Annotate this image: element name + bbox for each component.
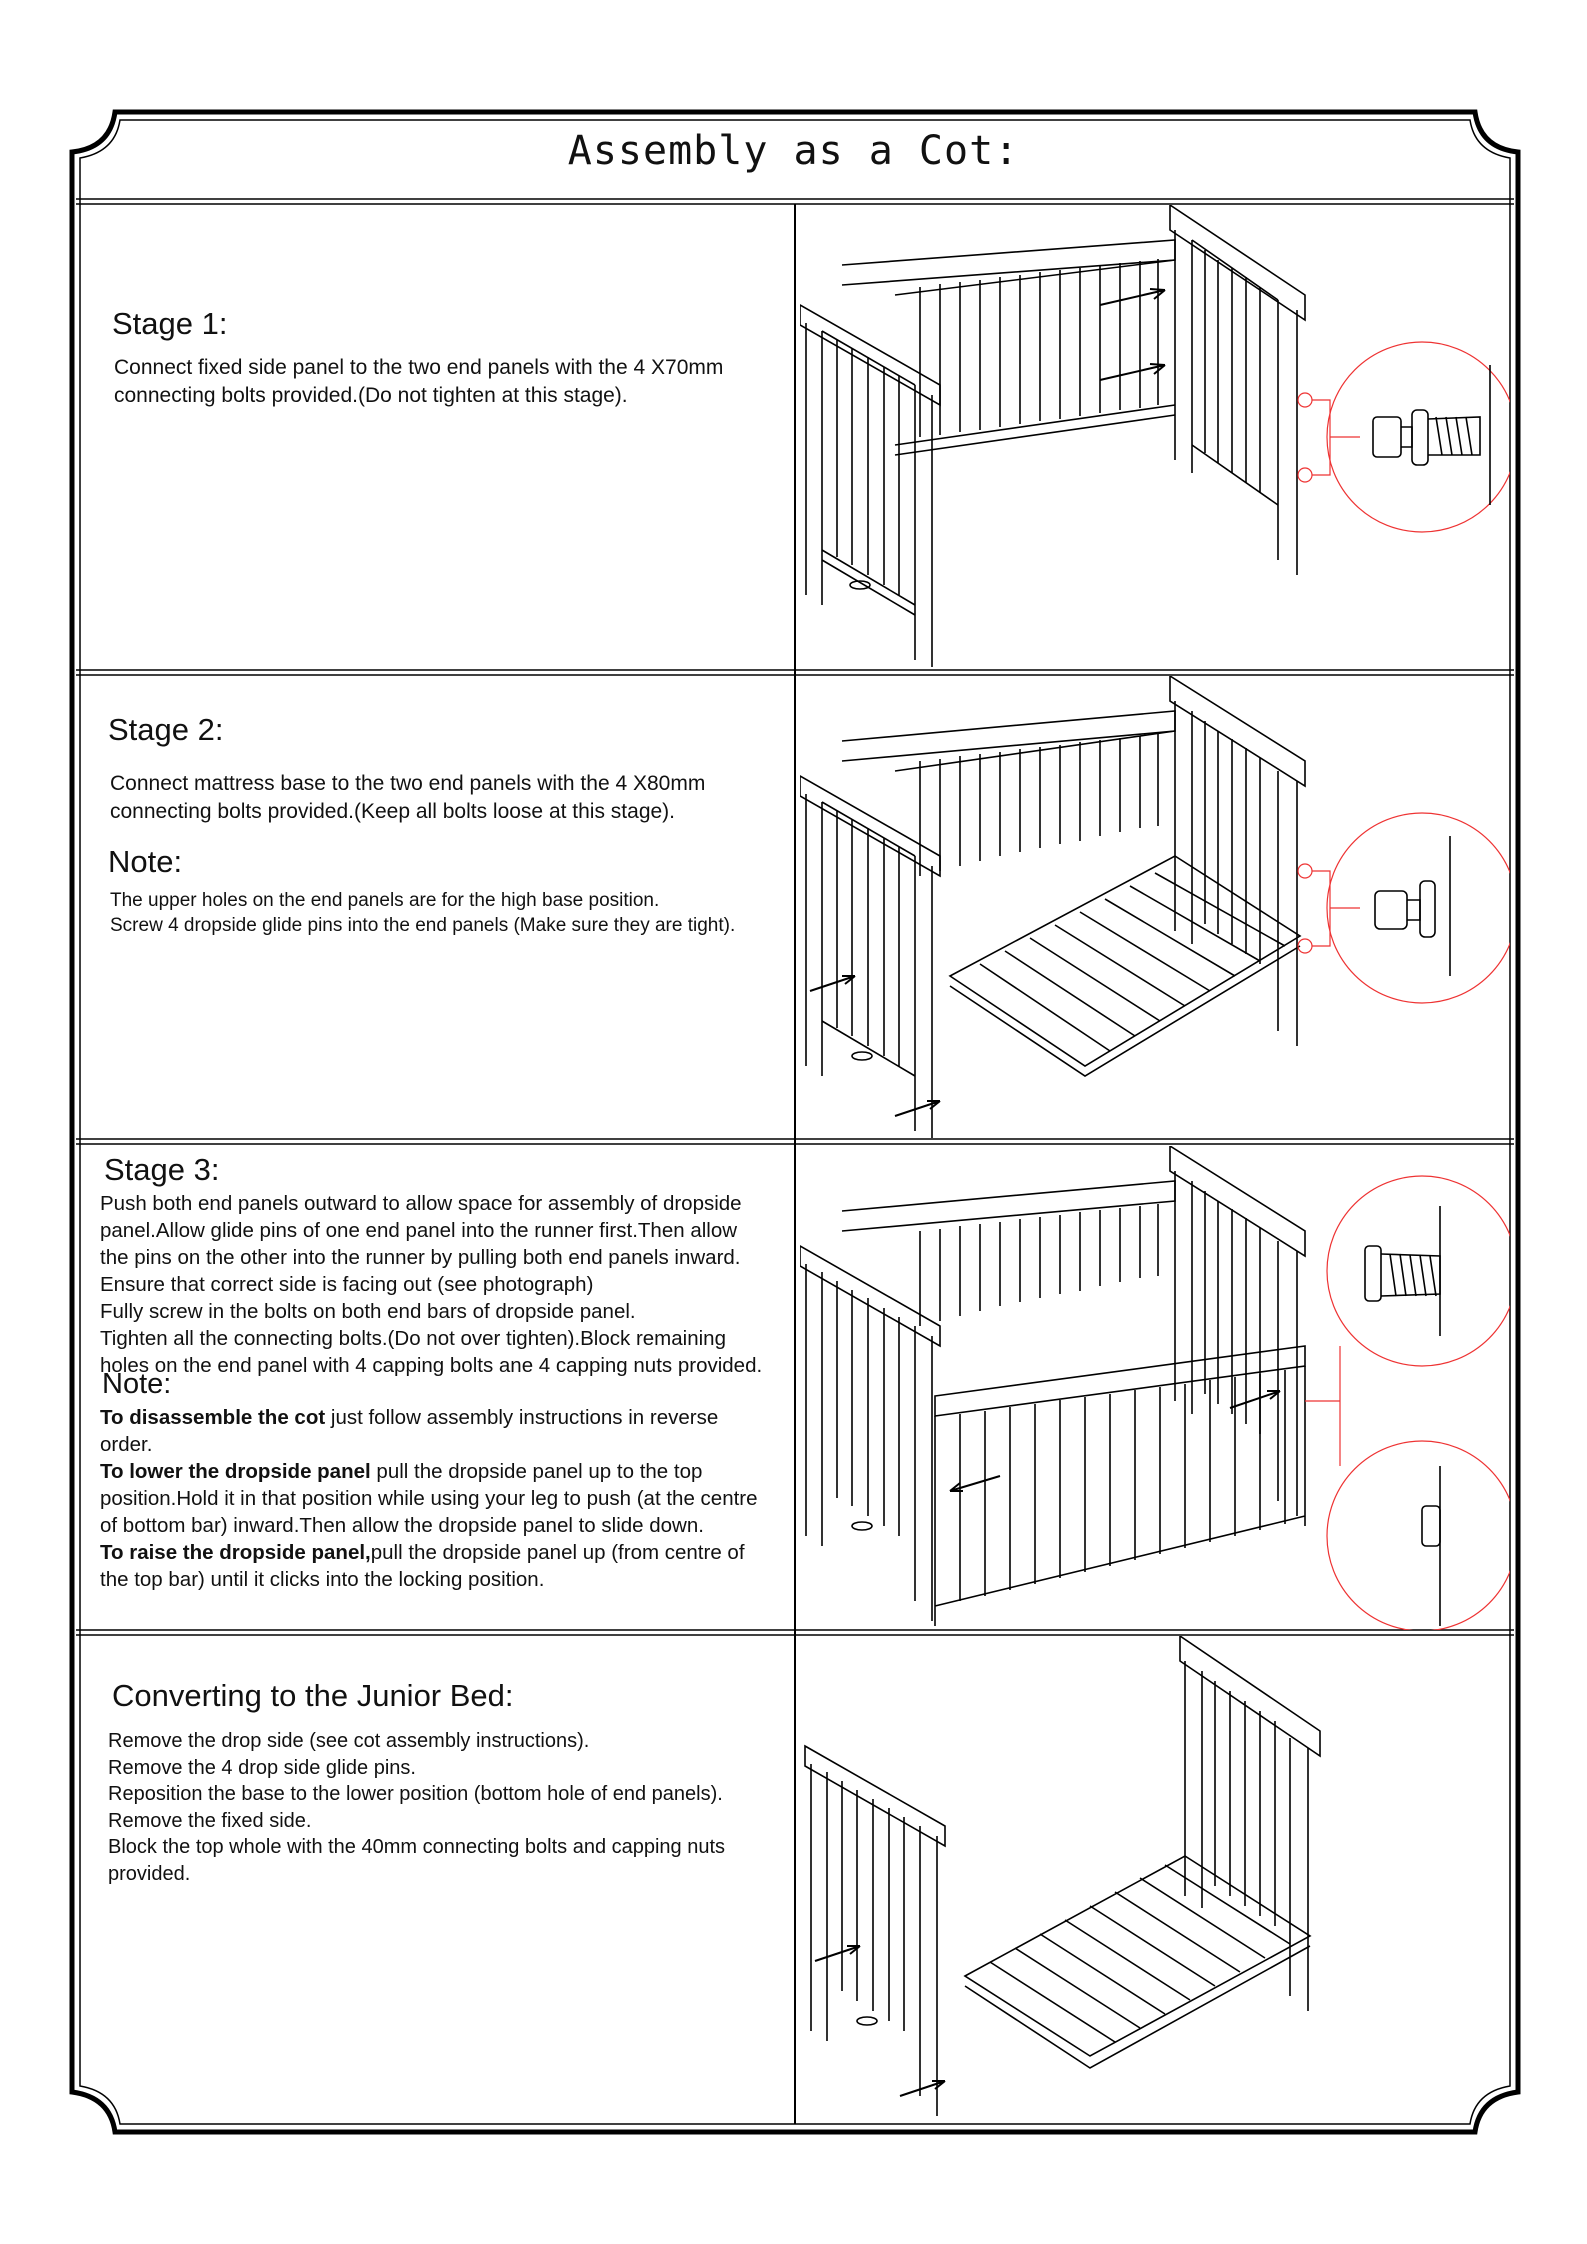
junior-line: Remove the drop side (see cot assembly instructions). xyxy=(108,1730,590,1752)
stage3-line: Push both end panels outward to allow space for assembly of dropside xyxy=(100,1192,742,1215)
junior-line: Block the top whole with the 40mm connecting bolts and capping nuts xyxy=(108,1836,726,1858)
junior-line: Reposition the base to the lower position (bottom hole of end panels). xyxy=(108,1783,723,1805)
stage2-note-line: The upper holes on the end panels are for the high base position. xyxy=(110,890,660,911)
page-title: Assembly as a Cot: xyxy=(567,128,1020,174)
junior-bed-illustration xyxy=(800,1636,1510,2122)
stage2-text xyxy=(110,770,705,825)
stage3-cot-illustration xyxy=(800,1146,1510,1630)
stage2-note-text xyxy=(110,888,735,938)
junior-text xyxy=(108,1728,725,1887)
stage3-heading: Stage 3: xyxy=(104,1152,220,1187)
raise-label: To raise the dropside panel, xyxy=(100,1541,371,1564)
stage2-heading: Stage 2: xyxy=(108,712,224,747)
stage2-note-line: Screw 4 dropside glide pins into the end panels (Make sure they are tight). xyxy=(110,915,736,936)
raise-text: pull the dropside panel up (from centre of xyxy=(370,1541,745,1564)
stage2-note-heading: Note: xyxy=(108,844,183,879)
stage3-note-text xyxy=(100,1404,758,1593)
junior-line: Remove the fixed side. xyxy=(108,1809,312,1832)
stage2-cot-illustration xyxy=(800,676,1510,1138)
stage3-line: Ensure that correct side is facing out (see photograph) xyxy=(100,1273,594,1296)
stage3-line: the pins on the other into the runner by pulling both end panels inward. xyxy=(100,1246,741,1269)
disassemble-label: To disassemble the cot xyxy=(100,1406,326,1429)
junior-line: provided. xyxy=(108,1862,191,1885)
stage1-cot-illustration xyxy=(800,205,1510,667)
junior-line: Remove the 4 drop side glide pins. xyxy=(108,1756,416,1779)
stage3-text xyxy=(100,1190,762,1379)
lower-text: pull the dropside panel up to the top xyxy=(370,1460,703,1483)
stage1-line: connecting bolts provided.(Do not tighten at this stage). xyxy=(114,383,628,407)
stage3-line: holes on the end panel with 4 capping bolts ane 4 capping nuts provided. xyxy=(100,1354,763,1377)
disassemble-text: just follow assembly instructions in reverse xyxy=(325,1406,719,1429)
junior-heading: Converting to the Junior Bed: xyxy=(112,1678,514,1713)
raise-text-2: the top bar) until it clicks into the locking position. xyxy=(100,1568,545,1591)
lower-text-3: of bottom bar) inward.Then allow the dropside panel to slide down. xyxy=(100,1514,704,1537)
stage3-note-heading: Note: xyxy=(102,1368,172,1400)
lower-text-2: position.Hold it in that position while using your leg to push (at the centre xyxy=(100,1487,758,1510)
stage2-line: connecting bolts provided.(Keep all bolts loose at this stage). xyxy=(110,799,676,823)
lower-label: To lower the dropside panel xyxy=(100,1460,371,1483)
disassemble-text-2: order. xyxy=(100,1433,153,1456)
stage2-line: Connect mattress base to the two end panels with the 4 X80mm xyxy=(110,772,706,795)
stage3-line: panel.Allow glide pins of one end panel into the runner first.Then allow xyxy=(100,1219,738,1242)
stage1-text xyxy=(114,354,723,409)
stage3-line: Fully screw in the bolts on both end bars of dropside panel. xyxy=(100,1300,636,1323)
stage1-line: Connect fixed side panel to the two end panels with the 4 X70mm xyxy=(114,356,724,379)
stage1-heading: Stage 1: xyxy=(112,306,228,341)
stage3-line: Tighten all the connecting bolts.(Do not over tighten).Block remaining xyxy=(100,1327,726,1350)
